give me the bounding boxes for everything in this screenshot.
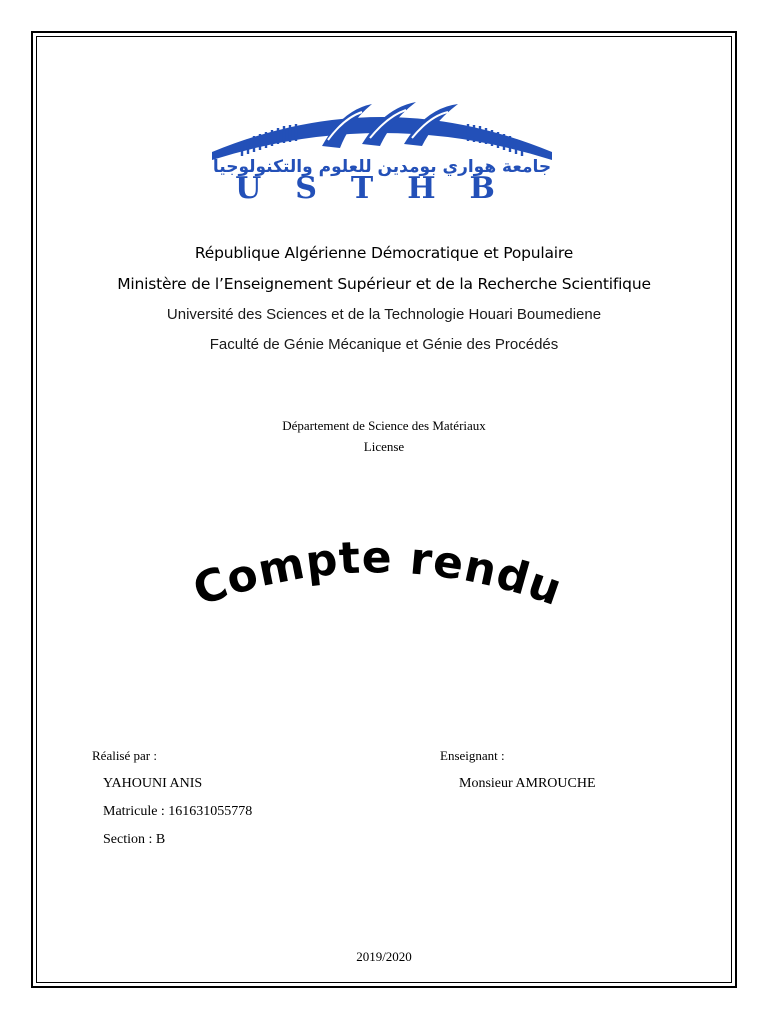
department-name: Département de Science des Matériaux — [282, 418, 486, 433]
logo-acronym: USTHB — [235, 171, 529, 200]
logo-arabic-text: جامعة هواري بومدين للعلوم والتكنولوجيا — [212, 157, 552, 177]
author-matricule: Matricule : 161631055778 — [103, 804, 253, 819]
author-name: YAHOUNI ANIS — [103, 776, 203, 791]
ministry-heading: Ministère de l’Enseignement Supérieur et de la Recherche Scientifique — [117, 275, 651, 293]
author-label: Réalisé par : — [92, 748, 157, 763]
usthb-logo — [212, 100, 552, 200]
document-title — [190, 540, 590, 650]
teacher-name: Monsieur AMROUCHE — [459, 776, 596, 791]
document-title-text: Compte rendu — [190, 540, 569, 617]
author-section: Section : B — [103, 832, 166, 847]
republic-heading: République Algérienne Démocratique et Populaire — [194, 244, 574, 262]
degree-level: License — [363, 439, 405, 454]
university-name: Université des Sciences et de la Technologie Houari Boumediene — [166, 306, 602, 323]
faculty-name: Faculté de Génie Mécanique et Génie des Procédés — [209, 336, 559, 353]
teacher-label: Enseignant : — [440, 748, 505, 763]
academic-year: 2019/2020 — [356, 949, 412, 964]
